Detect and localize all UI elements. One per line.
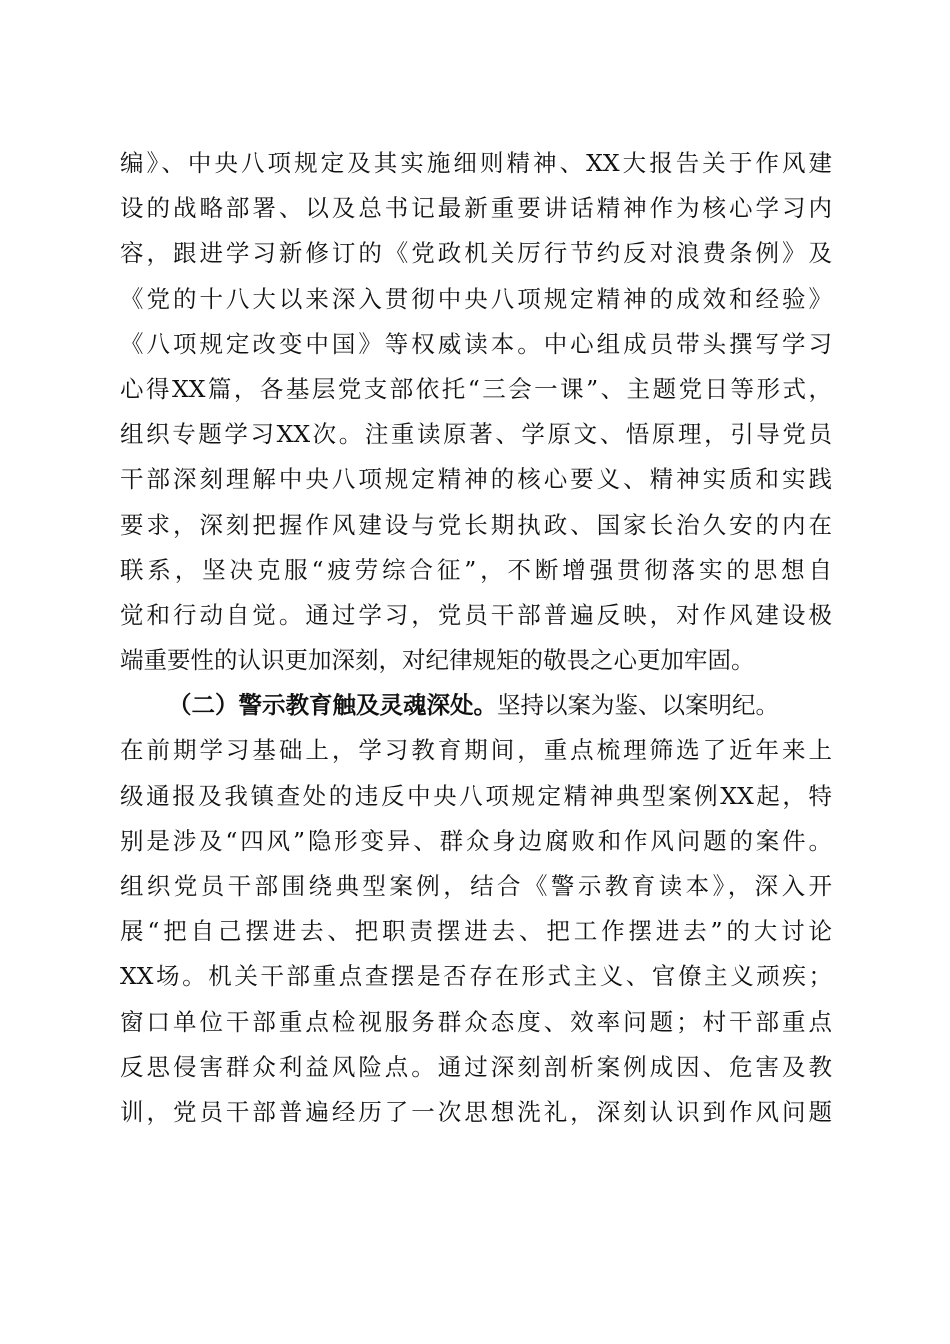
text-line: 联系，坚决克服“疲劳综合征”，不断增强贯彻落实的思想自 [120,555,832,584]
text-line: 容，跟进学习新修订的《党政机关厉行节约反对浪费条例》及 [120,239,832,268]
section-heading-line [120,683,832,728]
text-line: 训，党员干部普遍经历了一次思想洗礼，深刻认识到作风问题 [120,1097,832,1126]
text-line: 《八项规定改变中国》等权威读本。中心组成员带头撰写学习 [120,329,832,358]
text-line: 别是涉及“四风”隐形变异、群众身边腐败和作风问题的案件。 [120,826,832,855]
text-line: 反思侵害群众利益风险点。通过深刻剖析案例成因、危害及教 [120,1052,832,1081]
text-line: 觉和行动自觉。通过学习，党员干部普遍反映，对作风建设极 [120,600,832,629]
text-line: 展“把自己摆进去、把职责摆进去、把工作摆进去”的大讨论 [120,917,832,946]
text-line: 干部深刻理解中央八项规定精神的核心要义、精神实质和实践 [120,465,832,494]
text-line: 设的战略部署、以及总书记最新重要讲话精神作为核心学习内 [120,194,832,223]
text-line: 在前期学习基础上，学习教育期间，重点梳理筛选了近年来上 [120,736,832,765]
text-line: 要求，深刻把握作风建设与党长期执政、国家长治久安的内在 [120,510,832,539]
text-line: 《党的十八大以来深入贯彻中央八项规定精神的成效和经验》 [120,284,832,313]
text-line: 组织专题学习XX次。注重读原著、学原文、悟原理，引导党员 [120,420,832,449]
paragraph-study [120,141,832,683]
text-line: 级通报及我镇查处的违反中央八项规定精神典型案例XX起，特 [120,781,832,810]
text-line: 窗口单位干部重点检视服务群众态度、效率问题；村干部重点 [120,1007,832,1036]
section-heading-text: 坚持以案为鉴、以案明纪。 [497,691,779,720]
section-heading: （二）警示教育触及灵魂深处。 [168,691,497,720]
text-line: 端重要性的认识更加深刻，对纪律规矩的敬畏之心更加牢固。 [120,646,755,675]
text-line: 编》、中央八项规定及其实施细则精神、XX大报告关于作风建 [120,149,832,177]
document-body [120,141,832,1135]
paragraph-warning-education [120,683,832,1135]
text-line: 组织党员干部围绕典型案例，结合《警示教育读本》，深入开 [120,872,832,900]
text-line: XX场。机关干部重点查摆是否存在形式主义、官僚主义顽疾； [120,962,832,991]
text-line: 心得XX篇，各基层党支部依托“三会一课”、主题党日等形式， [120,374,832,403]
